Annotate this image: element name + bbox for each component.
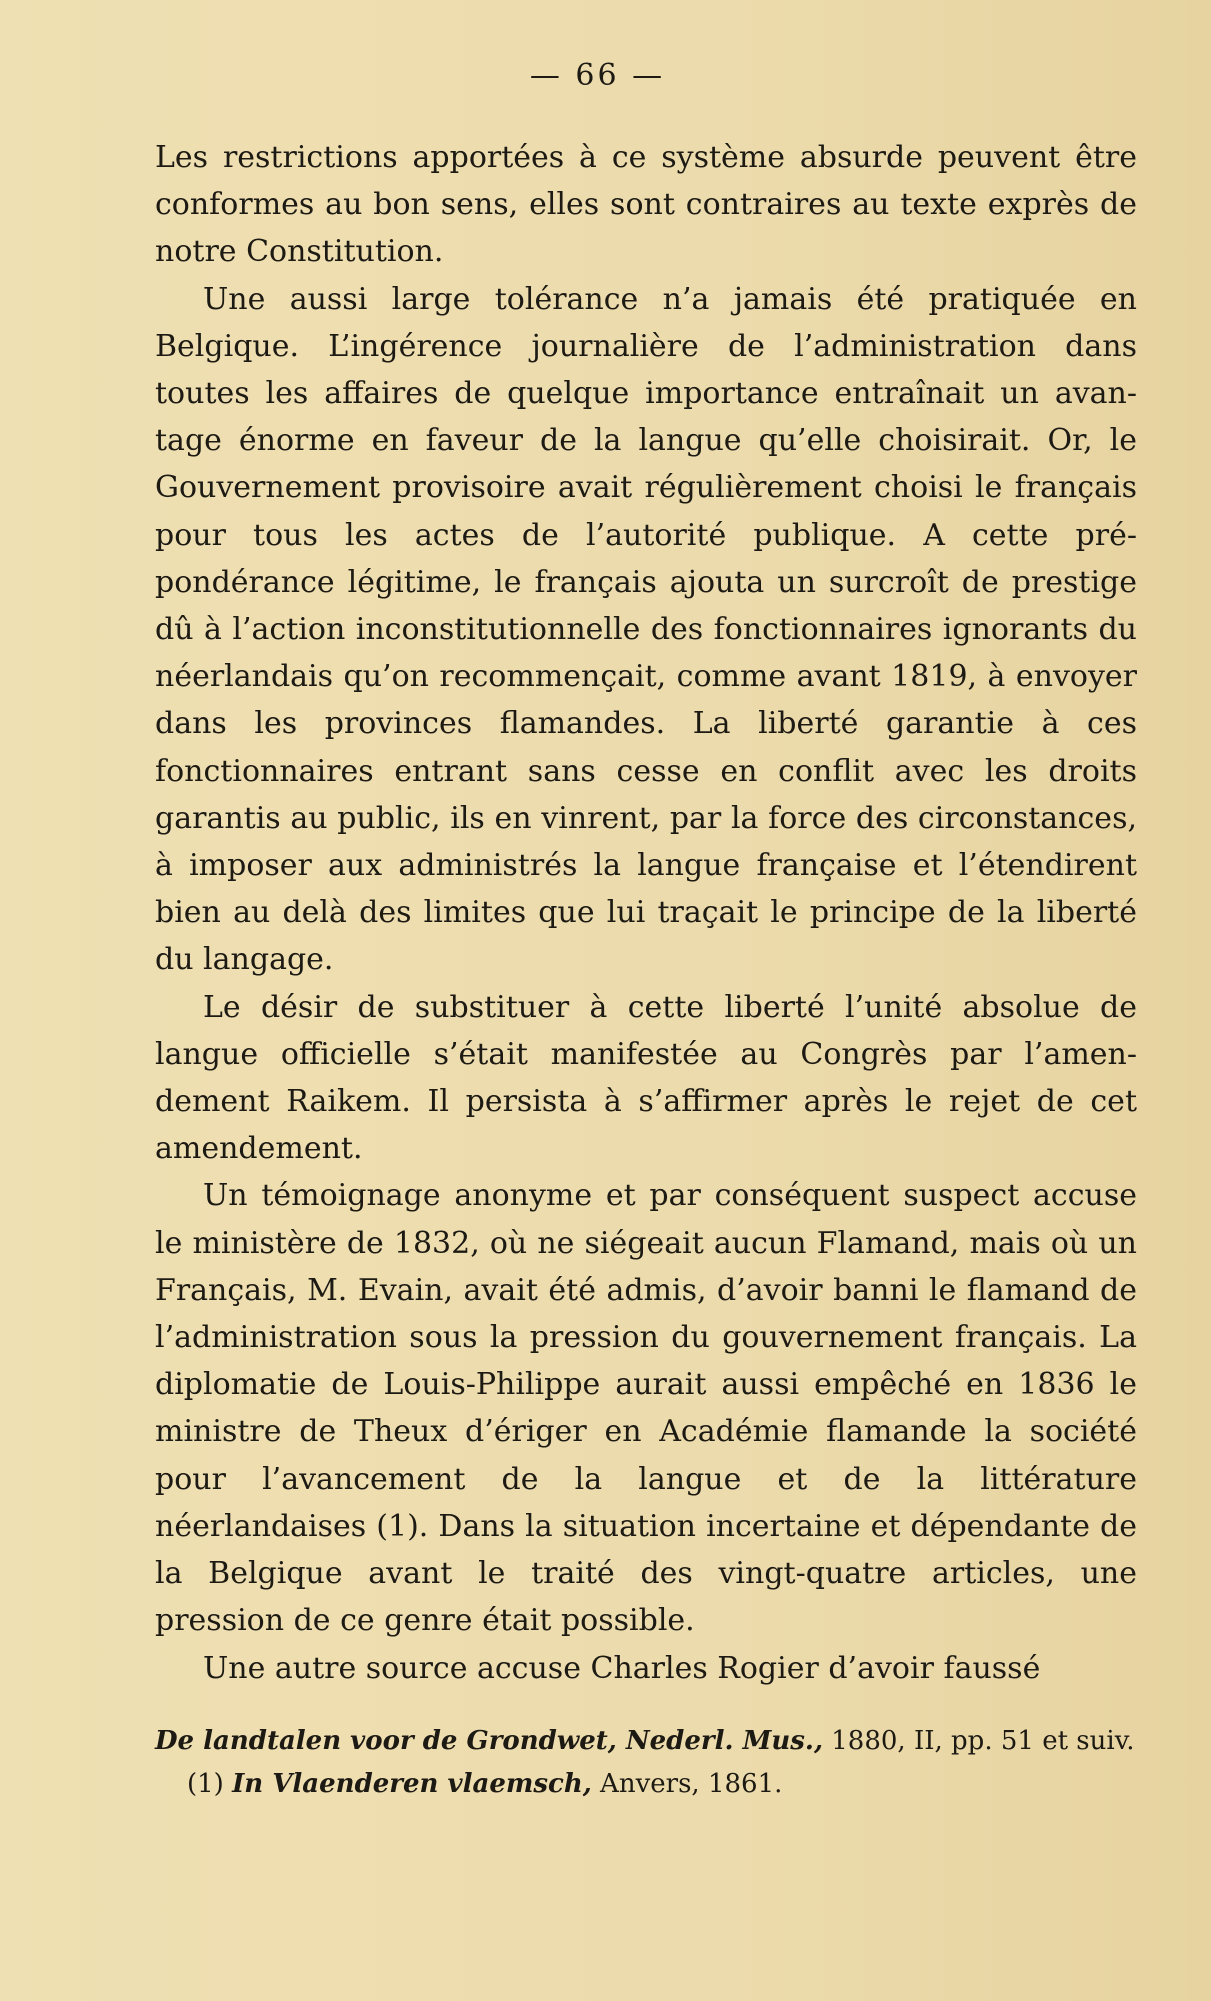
page-number: — 66 — xyxy=(529,58,666,93)
footnote-source xyxy=(155,1722,1137,1761)
paragraph-5: Une autre source accuse Charles Rogier d’avoir faussé xyxy=(203,1650,1041,1686)
paragraph-2: Une aussi large tolérance n’a jamais été pratiquée en Belgique. L’ingérence journalière de l’administration dans toutes les affaires de quelque importance entraînait un avantage énorme en faveur de la langue qu’elle choisirait. Or, le Gouvernement provisoire avait régulièrement choisi le français pour tous les actes de l’autorité publique. A cette prépondérance légitime, le français ajouta un surcroît de prestige dû à l’action inconstitutionnelle des fonctionnaires ignorants du néerlandais qu’on recommençait, comme avant 1819, à envoyer dans les provinces flamandes. La liberté garantie à ces fonctionnaires entrant sans cesse en conflit avec les droits garantis au public, ils en vinrent, par la force des circonstances, à imposer aux administrés la langue française et l’étendirent bien au delà des limites que lui traçait le principe de la liberté du langage. xyxy=(155,281,1137,978)
footnote-1-details: Anvers, 1861. xyxy=(591,1769,783,1799)
footnote-1-marker: (1) xyxy=(187,1769,224,1799)
footnote-source-details: 1880, II, pp. 51 et suiv. xyxy=(823,1726,1135,1756)
footnote-source-title: De landtalen voor de Grondwet, Nederl. Mus., xyxy=(155,1726,823,1756)
footnotes xyxy=(155,1722,1137,1804)
footnote-1-title: In Vlaenderen vlaemsch, xyxy=(232,1769,592,1799)
paragraph-4: Un témoignage anonyme et par conséquent suspect accuse le ministère de 1832, où ne siégeait aucun Flamand, mais où un Français, M. Evain, avait été admis, d’avoir banni le flamand de l’administration sous la pression du gouvernement français. La diplomatie de Louis-Philippe aurait aussi empêché en 1836 le ministre de Theux d’ériger en Académie flamande la société pour l’avancement de la langue et de la littérature néerlandaises (1). Dans la situation incertaine et dépendante de la Belgique avant le traité des vingt-quatre articles, une pression de ce genre était possible. xyxy=(155,1178,1137,1639)
paragraph-3: Le désir de substituer à cette liberté l’unité absolue de langue officielle s’était manifestée au Congrès par l’amendement Raikem. Il persista à s’affirmer après le rejet de cet amendement. xyxy=(155,989,1137,1167)
body-text xyxy=(155,134,1137,1692)
footnote-1 xyxy=(155,1765,1137,1804)
paragraph-1: Les restrictions apportées à ce système absurde peuvent être conformes au bon sens, elles sont contraires au texte exprès de notre Constitution. xyxy=(155,140,1137,270)
